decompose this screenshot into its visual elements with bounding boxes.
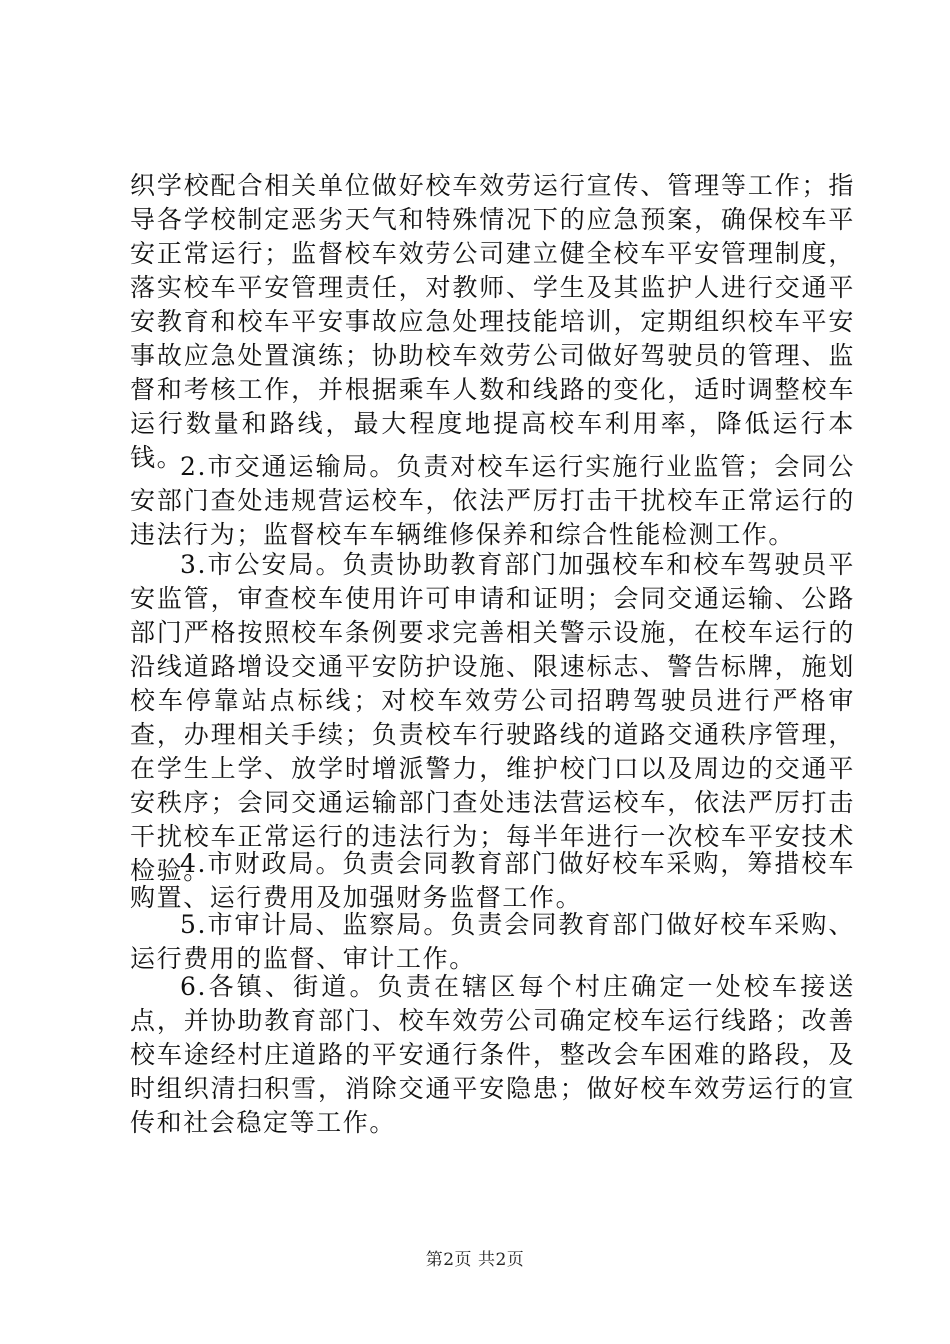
paragraph-finance-bureau: 4.市财政局。负责会同教育部门做好校车采购，筹措校车购置、运行费用及加强财务监督工作。 [130, 849, 855, 912]
paragraph-audit-supervision-bureau: 5.市审计局、监察局。负责会同教育部门做好校车采购、运行费用的监督、审计工作。 [130, 910, 855, 973]
page-footer: 第2页 共2页 [425, 1250, 525, 1270]
paragraph-public-security-bureau: 3.市公安局。负责协助教育部门加强校车和校车驾驶员平安监管，审查校车使用许可申请和证明；会同交通运输、公路部门严格按照校车条例要求完善相关警示设施，在校车运行的沿线道路增设交通平安防护设施、限速标志、警告标牌，施划校车停靠站点标线；对校车效劳公司招聘驾驶员进行严格审查，办理相关手续；负责校车行驶路线的道路交通秩序管理，在学生上学、放学时增派警力，维护校门口以及周边的交通平安秩序；会同交通运输部门查处违法营运校车，依法严厉打击干扰校车正常运行的违法行为；每半年进行一次校车平安技术检验。 [130, 550, 855, 885]
paragraph-transport-bureau: 2.市交通运输局。负责对校车运行实施行业监管；会同公安部门查处违规营运校车，依法严厉打击干扰校车正常运行的违法行为；监督校车车辆维修保养和综合性能检测工作。 [130, 452, 855, 549]
paragraph-education-bureau-continued: 织学校配合相关单位做好校车效劳运行宣传、管理等工作；指导各学校制定恶劣天气和特殊情况下的应急预案，确保校车平安正常运行；监督校车效劳公司建立健全校车平安管理制度，落实校车平安管理责任，对教师、学生及其监护人进行交通平安教育和校车平安事故应急处理技能培训，定期组织校车平安事故应急处置演练；协助校车效劳公司做好驾驶员的管理、监督和考核工作，并根据乘车人数和线路的变化，适时调整校车运行数量和路线，最大程度地提高校车利用率，降低运行本钱。 [130, 171, 855, 472]
paragraph-towns-streets: 6.各镇、街道。负责在辖区每个村庄确定一处校车接送点，并协助教育部门、校车效劳公司确定校车运行线路；改善校车途经村庄道路的平安通行条件，整改会车困难的路段，及时组织清扫积雪，消除交通平安隐患；做好校车效劳运行的宣传和社会稳定等工作。 [130, 972, 855, 1137]
